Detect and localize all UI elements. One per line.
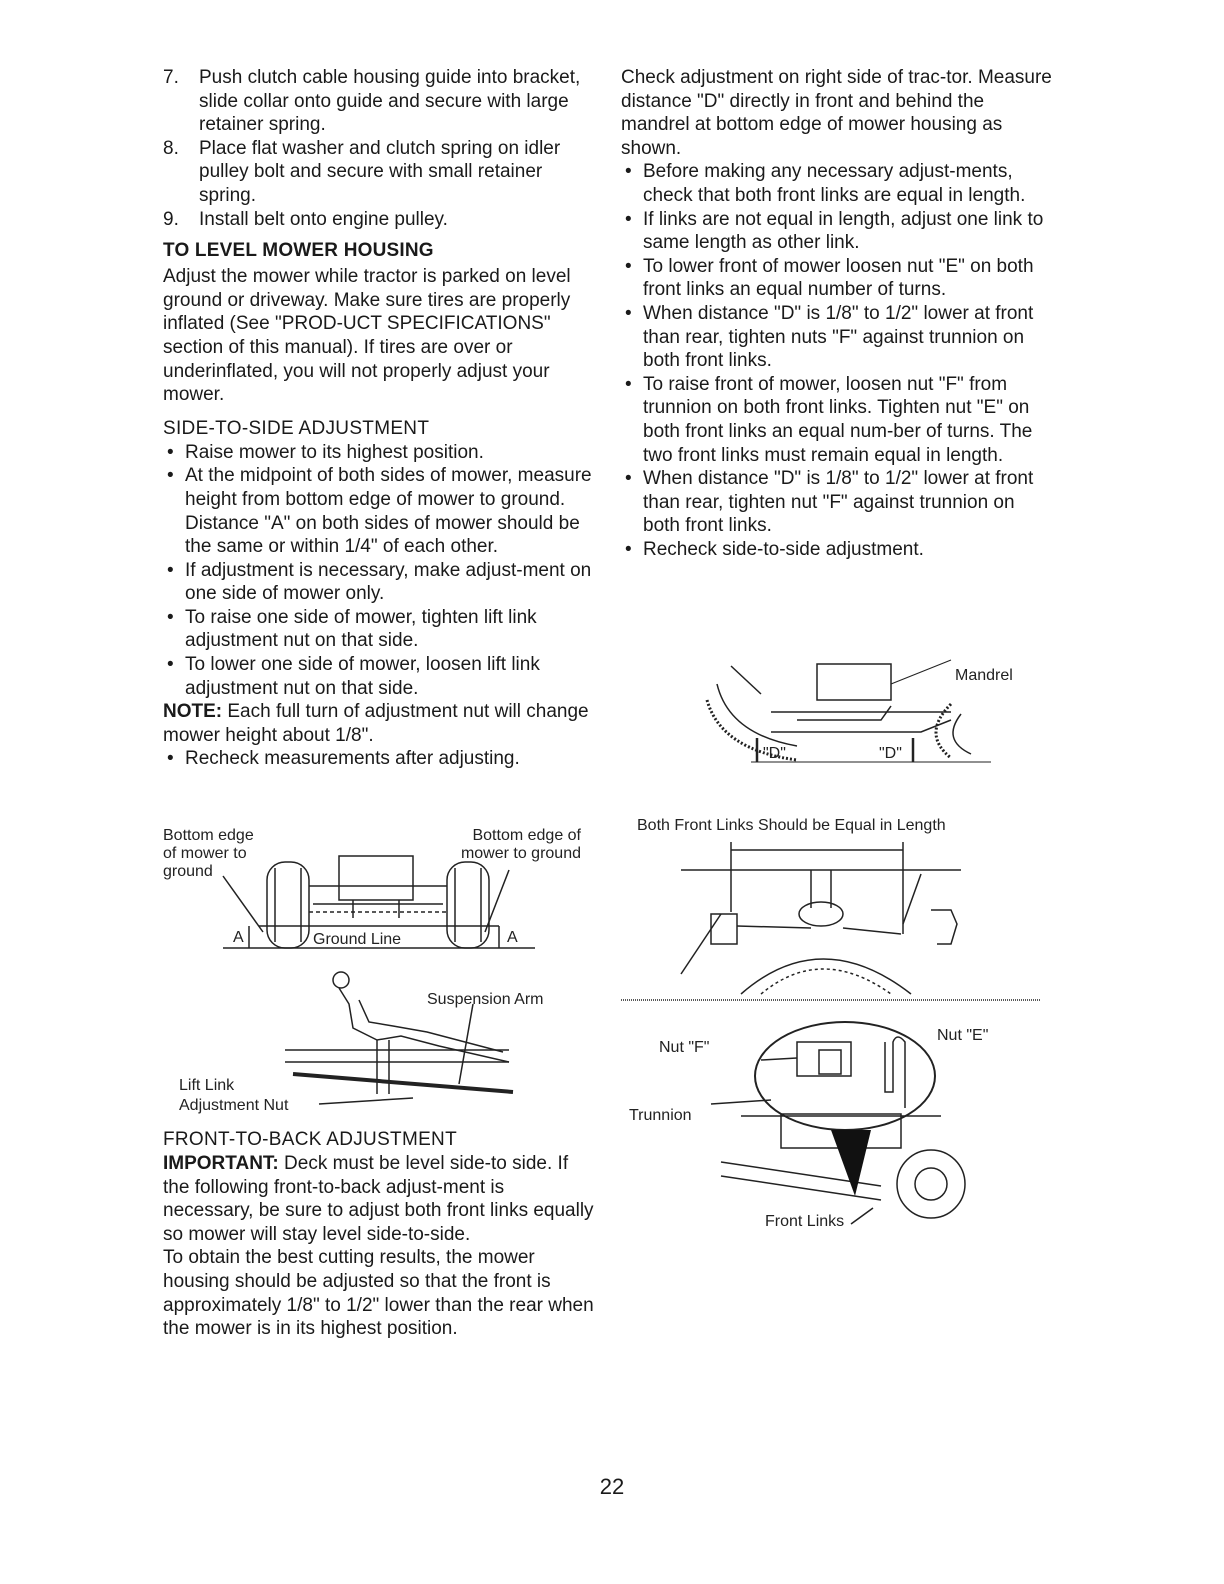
front-links-label: Front Links xyxy=(765,1213,845,1230)
step-number: 8. xyxy=(163,137,179,159)
equal-length-caption: Both Front Links Should be Equal in Length xyxy=(637,817,946,834)
nuts-trunnion-figure xyxy=(621,1012,1041,1242)
side-to-side-heading: SIDE-TO-SIDE ADJUSTMENT xyxy=(163,417,430,439)
note-label: NOTE: xyxy=(163,701,223,723)
list-item: • To lower one side of mower, loosen lift link adjustment nut on that side. xyxy=(163,653,595,700)
bottom-edge-right-label-1: Bottom edge of xyxy=(472,827,581,844)
list-item: • To raise one side of mower, tighten lift link adjustment nut on that side. xyxy=(163,606,595,653)
mower-height-figure xyxy=(163,826,593,956)
bottom-edge-left-label-2: of mower to xyxy=(163,845,247,862)
nut-f-label: Nut "F" xyxy=(659,1039,710,1056)
important-label: IMPORTANT: xyxy=(163,1153,279,1174)
front-links-length-figure xyxy=(621,814,1041,1004)
mandrel-figure xyxy=(621,654,1041,766)
mandrel-label: Mandrel xyxy=(955,667,1013,684)
front-links-length-drawing xyxy=(621,814,1041,1004)
important-text: Deck must be level side-to side. If the following front-to-back adjust-ment is necessary, be sure to adjust both front links equally so mower will stay level side-to-side. xyxy=(163,1153,594,1245)
ground-line-label: Ground Line xyxy=(313,931,402,948)
best-results-paragraph: To obtain the best cutting results, the mower housing should be adjusted so that the front is approximately 1/8" to 1/2" lower than the rear when the mower is in its highest position. xyxy=(163,1247,594,1340)
distance-d-right: "D" xyxy=(879,745,902,762)
lift-link-label-1: Lift Link xyxy=(179,1077,235,1094)
level-mower-heading: TO LEVEL MOWER HOUSING xyxy=(163,240,434,262)
step-item xyxy=(163,66,595,137)
page-number: 22 xyxy=(599,1474,625,1499)
left-column xyxy=(163,66,595,771)
bottom-edge-right-label-2: mower to ground xyxy=(460,845,581,862)
distance-d-left: "D" xyxy=(763,745,786,762)
front-to-back-list xyxy=(621,160,1053,561)
list-item: • When distance "D" is 1/8" to 1/2" lower at front than rear, tighten nuts "F" against trunnion on both front links. xyxy=(621,302,1053,373)
important-paragraph xyxy=(163,1152,595,1246)
note-text: Each full turn of adjustment nut will change mower height about 1/8". xyxy=(163,701,589,746)
left-column-bottom xyxy=(163,1128,595,1341)
steps-list xyxy=(163,66,595,231)
list-item: • Recheck side-to-side adjustment. xyxy=(621,538,1053,562)
level-mower-paragraph: Adjust the mower while tractor is parked on level ground or driveway. Make sure tires are properly inflated (See "PROD-UCT SPECIFICATIONS" section of this manual). If tires are over or underinflated, you will not properly adjust your mower. xyxy=(163,266,571,406)
list-item: • When distance "D" is 1/8" to 1/2" lower at front than rear, tighten nut "F" against trunnion on both front links. xyxy=(621,467,1053,538)
step-text: Place flat washer and clutch spring on idler pulley bolt and secure with small retainer spring. xyxy=(199,137,561,206)
note-paragraph xyxy=(163,700,595,747)
nuts-trunnion-drawing xyxy=(621,1012,1041,1242)
list-item: • To lower front of mower loosen nut "E" on both front links an equal number of turns. xyxy=(621,255,1053,302)
step-item xyxy=(163,208,595,232)
list-item: • To raise front of mower, loosen nut "F" from trunnion on both front links. Tighten nut "E" on both front links an equal num-ber of turns. The two front links must remain equal in length. xyxy=(621,373,1053,467)
nut-e-label: Nut "E" xyxy=(937,1027,989,1044)
step-text: Push clutch cable housing guide into bracket, slide collar onto guide and secure with large retainer spring. xyxy=(199,67,581,136)
step-item xyxy=(163,137,595,208)
step-text: Install belt onto engine pulley. xyxy=(199,208,448,230)
list-item: • If adjustment is necessary, make adjust-ment on one side of mower only. xyxy=(163,559,595,606)
mower-height-drawing xyxy=(163,826,593,956)
distance-a-left: A xyxy=(233,929,244,946)
lift-link-label-2: Adjustment Nut xyxy=(179,1097,289,1114)
recheck-list xyxy=(163,747,595,771)
right-column xyxy=(621,66,1053,561)
step-number: 9. xyxy=(163,208,179,230)
distance-a-right: A xyxy=(507,929,518,946)
list-item: • Before making any necessary adjust-ments, check that both front links are equal in length. xyxy=(621,160,1053,207)
suspension-arm-label: Suspension Arm xyxy=(427,991,544,1008)
bottom-edge-left-label-1: Bottom edge xyxy=(163,827,254,844)
list-item: • Raise mower to its highest position. xyxy=(163,441,595,465)
suspension-arm-drawing xyxy=(163,966,593,1122)
bottom-edge-left-label-3: ground xyxy=(163,863,213,880)
trunnion-label: Trunnion xyxy=(629,1107,692,1124)
mandrel-drawing xyxy=(621,654,1041,766)
list-item: • Recheck measurements after adjusting. xyxy=(163,747,595,771)
side-to-side-list xyxy=(163,441,595,701)
step-number: 7. xyxy=(163,67,179,88)
front-to-back-heading: FRONT-TO-BACK ADJUSTMENT xyxy=(163,1129,457,1150)
list-item: • If links are not equal in length, adjust one link to same length as other link. xyxy=(621,208,1053,255)
suspension-arm-figure xyxy=(163,966,593,1122)
list-item: • At the midpoint of both sides of mower, measure height from bottom edge of mower to ground. Distance "A" on both sides of mower should be the same or within 1/4" of each other. xyxy=(163,464,595,558)
check-adjustment-paragraph: Check adjustment on right side of trac-tor. Measure distance "D" directly in front and behind the mandrel at bottom edge of mower housing as shown. xyxy=(621,67,1052,159)
